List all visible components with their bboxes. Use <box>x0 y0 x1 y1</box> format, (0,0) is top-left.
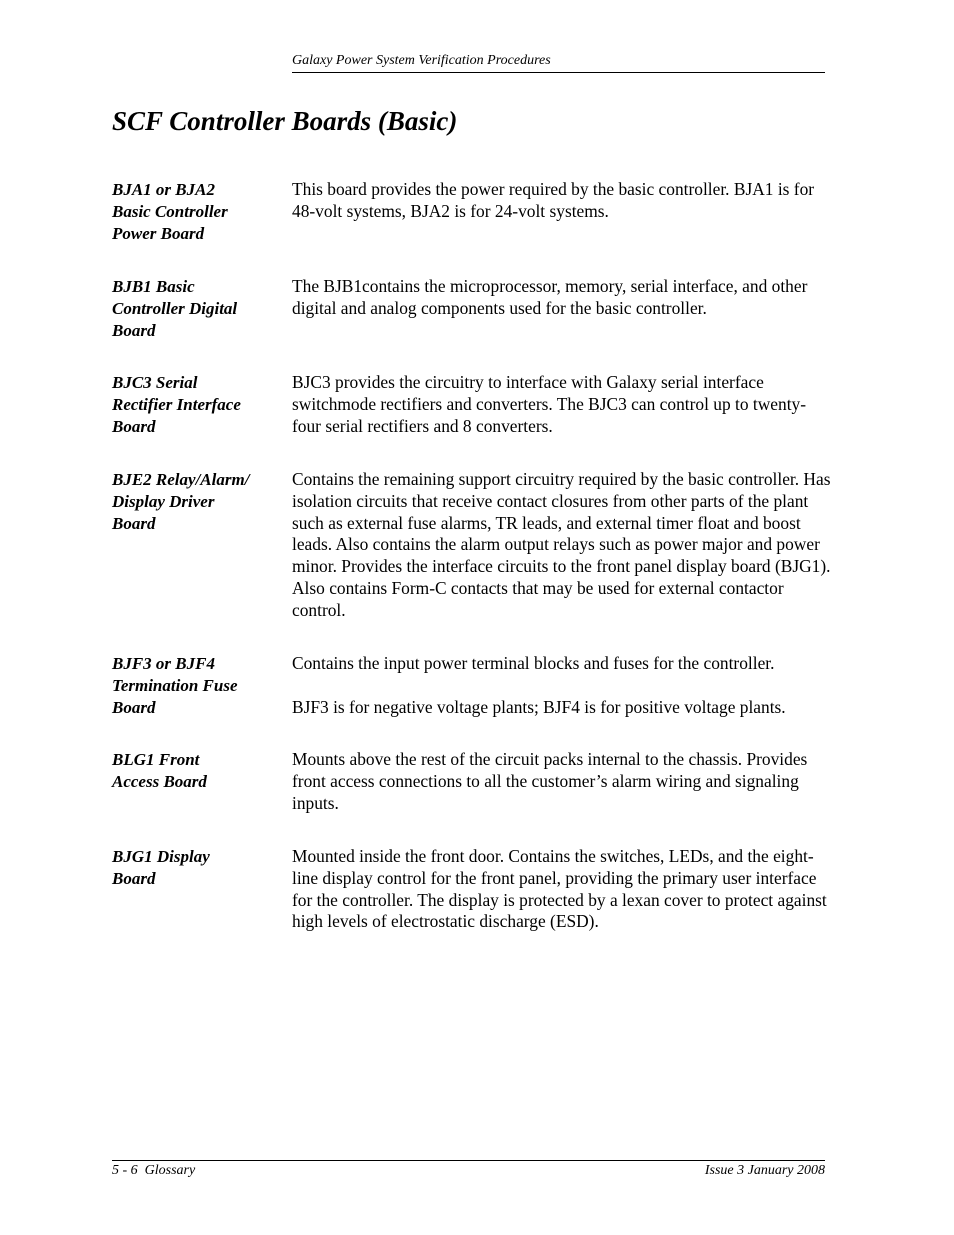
term-line: BLG1 Front <box>112 750 200 769</box>
footer-rule <box>112 1160 825 1161</box>
definition-paragraph: Mounts above the rest of the circuit packs internal to the chassis. Provides front access connections to all the customer’s alarm wiring and signaling inputs. <box>292 749 808 813</box>
glossary-definition <box>292 846 832 933</box>
definition-paragraph: Contains the remaining support circuitry required by the basic controller. Has isolation circuits that receive contact closures from other parts of the plant such as external fuse alarms, TR leads, and external timer float and boost leads. Also contains the alarm output relays such as power major and power minor. Provides the interface circuits to the front panel display board (BJG1). Also contains Form-C contacts that may be used for external contactor control. <box>292 469 831 620</box>
term-line: Controller Digital <box>112 299 238 318</box>
glossary-term <box>112 749 282 793</box>
term-line: BJA1 or BJA2 <box>112 180 215 199</box>
term-line: Power Board <box>112 224 205 243</box>
term-line: Board <box>112 417 156 436</box>
term-line: Rectifier Interface <box>112 395 241 414</box>
term-line: BJG1 Display <box>112 847 210 866</box>
term-line: Access Board <box>112 772 207 791</box>
glossary-term <box>112 372 282 438</box>
glossary-term <box>112 846 282 890</box>
term-line: Basic Controller <box>112 202 228 221</box>
term-line: BJC3 Serial <box>112 373 198 392</box>
term-line: Board <box>112 321 156 340</box>
definition-paragraph: BJC3 provides the circuitry to interface with Galaxy serial interface switchmode rectifiers and converters. The BJC3 can control up to twenty-four serial rectifiers and 8 converters. <box>292 372 807 436</box>
term-line: BJE2 Relay/Alarm/ <box>112 470 250 489</box>
running-header: Galaxy Power System Verification Procedures <box>292 53 551 68</box>
footer-page-number: 5 - 6 Glossary <box>112 1163 196 1178</box>
glossary-definition <box>292 372 832 437</box>
glossary-term <box>112 179 282 245</box>
term-line: Termination Fuse <box>112 676 238 695</box>
definition-paragraph: The BJB1contains the microprocessor, memory, serial interface, and other digital and analog components used for the basic controller. <box>292 276 808 318</box>
term-line: Display Driver <box>112 492 215 511</box>
glossary-term <box>112 469 282 535</box>
term-line: Board <box>112 514 156 533</box>
glossary-term <box>112 653 282 719</box>
definition-paragraph: BJF3 is for negative voltage plants; BJF4 is for positive voltage plants. <box>292 696 786 717</box>
glossary-definition <box>292 179 832 223</box>
header-rule <box>292 72 825 73</box>
page-title: SCF Controller Boards (Basic) <box>112 106 458 136</box>
term-line: Board <box>112 698 156 717</box>
glossary-term <box>112 276 282 342</box>
term-line: BJB1 Basic <box>112 277 195 296</box>
glossary-definition <box>292 653 832 718</box>
definition-paragraph: Contains the input power terminal blocks and fuses for the controller. <box>292 653 775 673</box>
glossary-definition <box>292 469 832 622</box>
definition-paragraph: This board provides the power required by the basic controller. BJA1 is for 48-volt systems, BJA2 is for 24-volt systems. <box>292 179 815 221</box>
term-line: BJF3 or BJF4 <box>112 654 215 673</box>
definition-paragraph: Mounted inside the front door. Contains the switches, LEDs, and the eight-line display control for the front panel, providing the primary user interface for the controller. The display is protected by a lexan cover to protect against high levels of electrostatic discharge (ESD). <box>292 846 827 932</box>
term-line: Board <box>112 869 156 888</box>
glossary-definition <box>292 749 832 814</box>
footer-issue-date: Issue 3 January 2008 <box>704 1163 825 1178</box>
glossary-definition <box>292 276 832 320</box>
